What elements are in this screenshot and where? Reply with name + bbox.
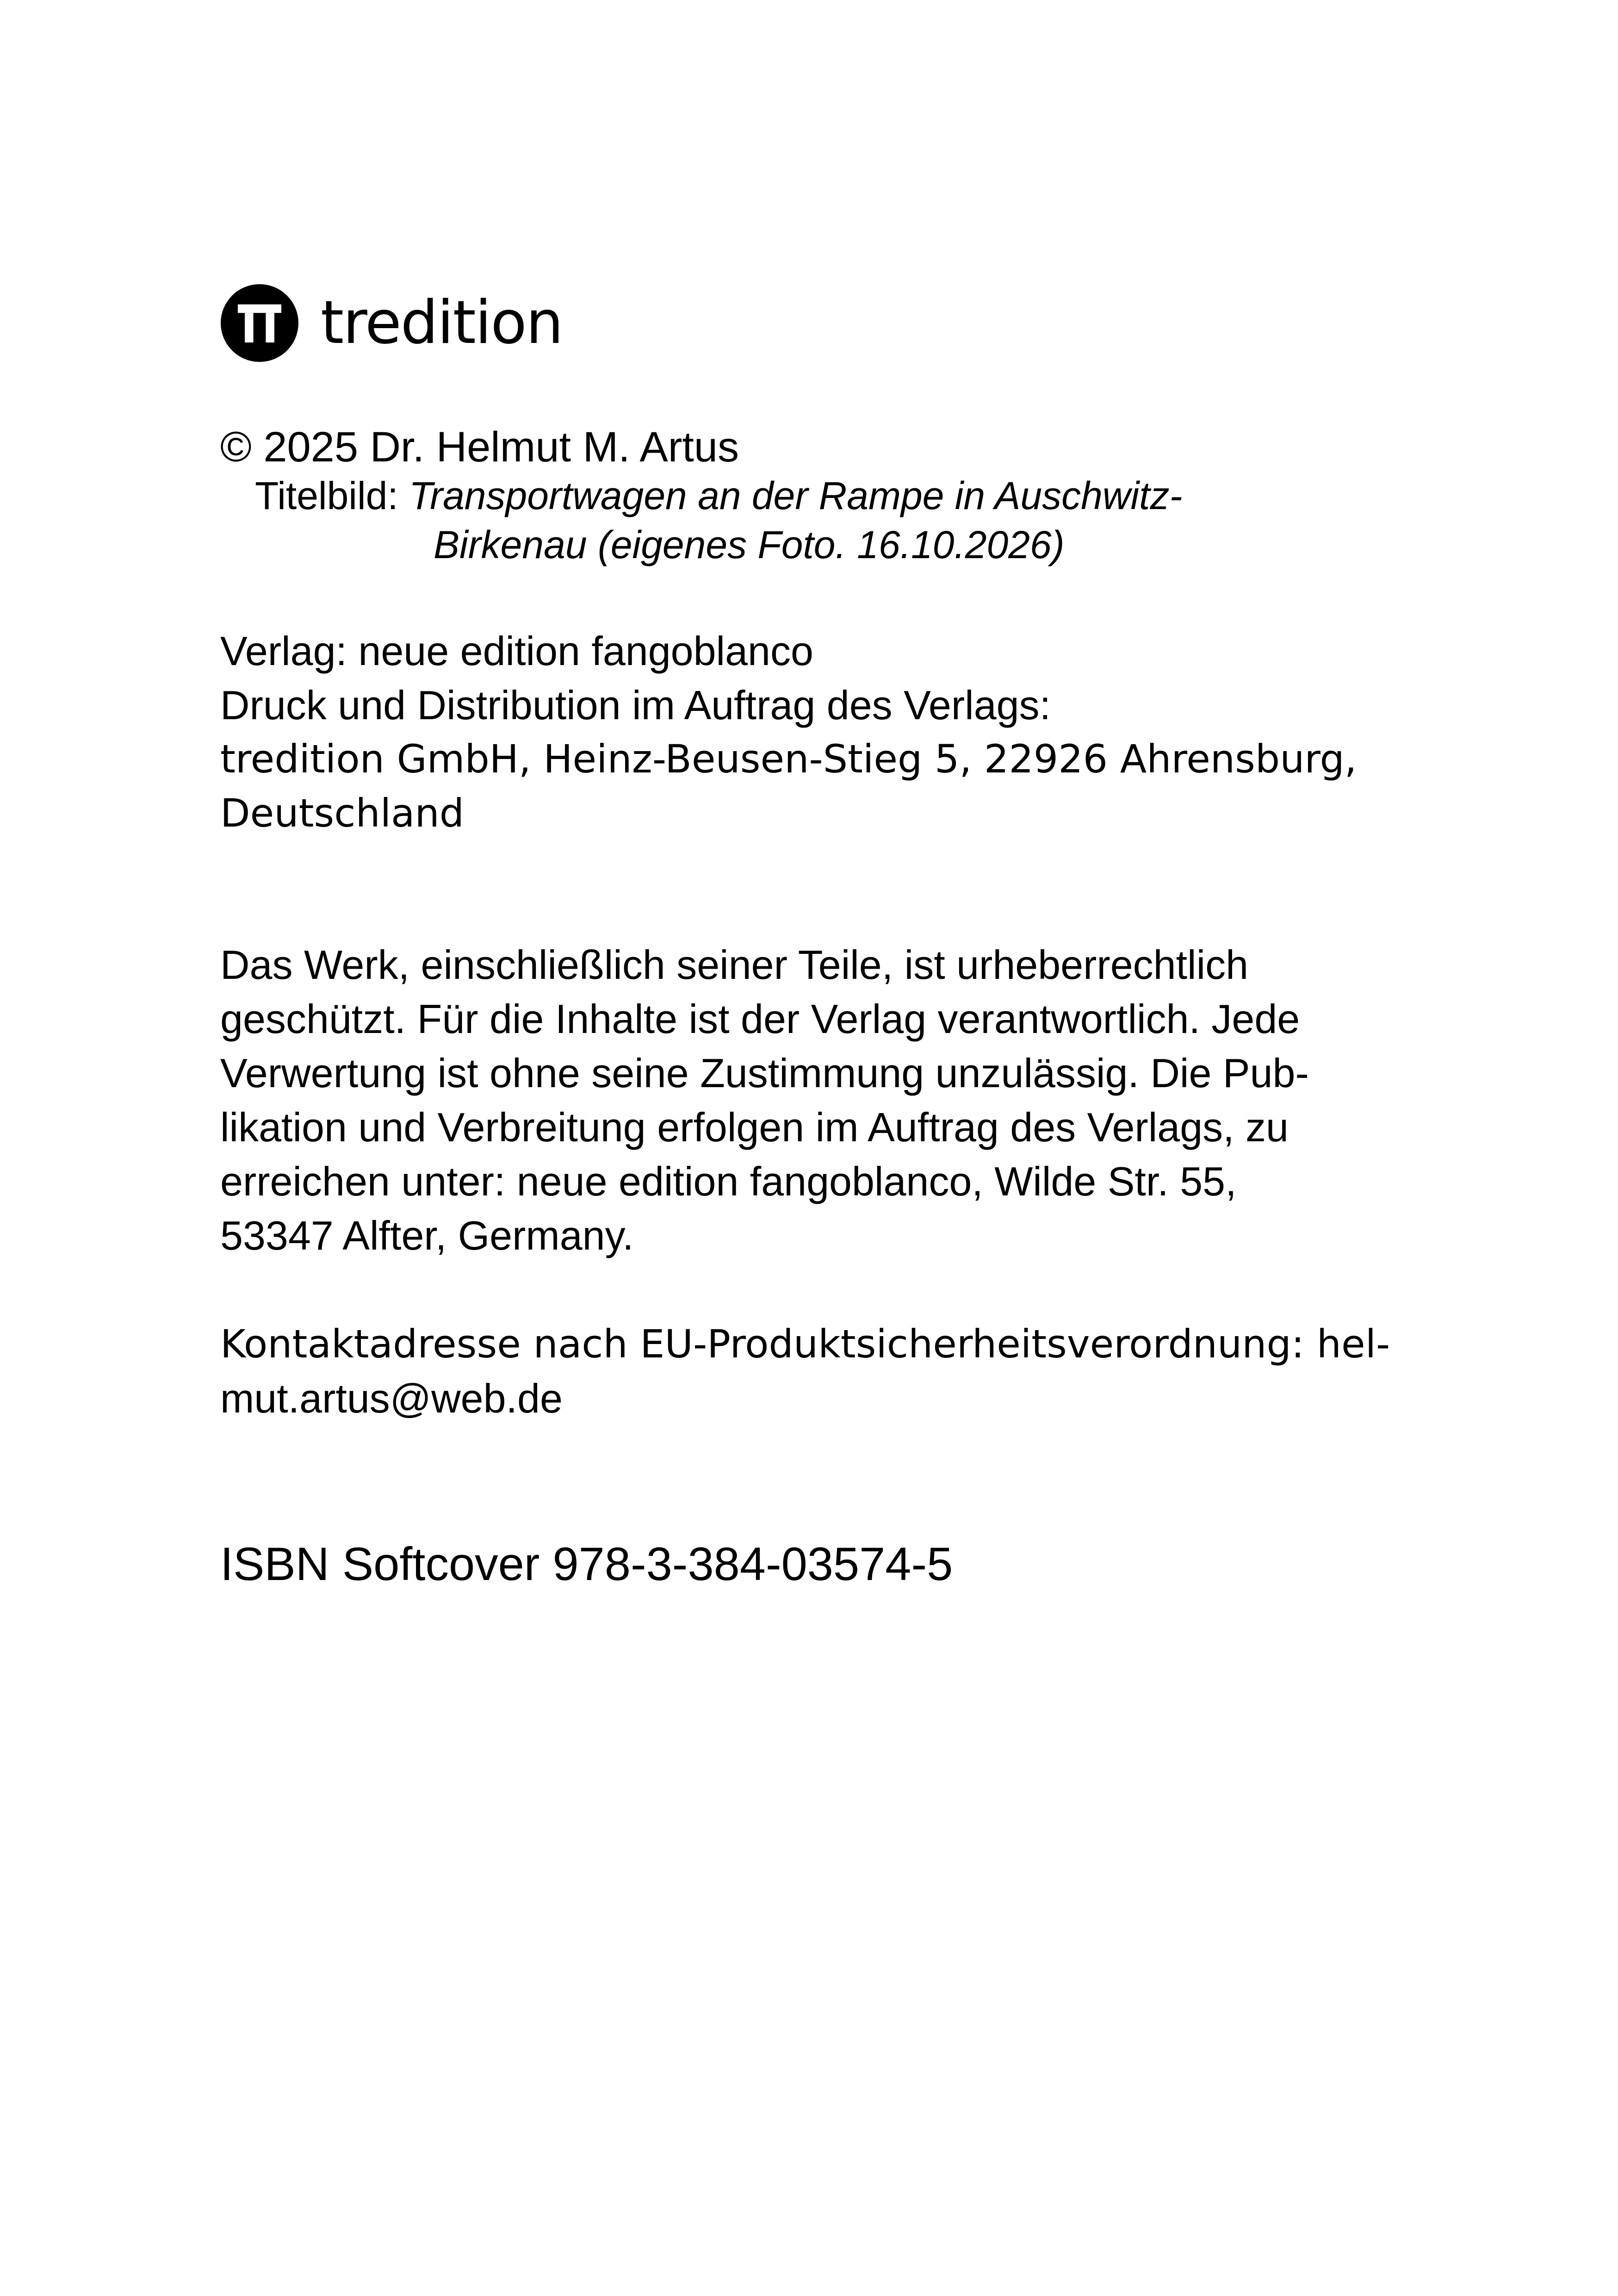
rights-line: erreichen unter: neue edition fangoblanco, Wilde Str. 55, bbox=[220, 1158, 1237, 1204]
copyright-block bbox=[220, 419, 1405, 475]
tredition-logo bbox=[221, 282, 563, 363]
rights-line: 53347 Alfter, Germany. bbox=[220, 1213, 634, 1258]
rights-line: likation und Verbreitung erfolgen im Auftrag des Verlags, zu bbox=[220, 1104, 1289, 1150]
distribution-line: Druck und Distribution im Auftrag des Verlags: bbox=[220, 682, 1051, 728]
cover-description-line-2: Birkenau (eigenes Foto. 16.10.2026) bbox=[434, 523, 1065, 566]
distributor-address-line-1: tredition GmbH, Heinz-Beusen-Stieg 5, 22926 Ahrensburg, bbox=[220, 736, 1357, 782]
publisher-line: Verlag: neue edition fangoblanco bbox=[220, 628, 813, 674]
rights-line: Verwertung ist ohne seine Zustimmung unzulässig. Die Pub- bbox=[220, 1050, 1309, 1096]
isbn-block bbox=[220, 1534, 1405, 1594]
cover-label: Titelbild: bbox=[255, 474, 398, 517]
tredition-logo-icon bbox=[221, 284, 298, 362]
isbn-line: ISBN Softcover 978-3-384-03574-5 bbox=[220, 1538, 953, 1590]
rights-notice bbox=[220, 938, 1405, 1263]
contact-line-1: Kontaktadresse nach EU-Produktsicherheitsverordnung: hel- bbox=[220, 1321, 1390, 1367]
publisher-block bbox=[220, 624, 1405, 840]
cover-description-line-1: Transportwagen an der Rampe in Auschwitz- bbox=[409, 474, 1183, 517]
rights-line: geschützt. Für die Inhalte ist der Verlag verantwortlich. Jede bbox=[220, 996, 1300, 1042]
contact-line-2: mut.artus@web.de bbox=[220, 1375, 563, 1421]
copyright-line: © 2025 Dr. Helmut M. Artus bbox=[220, 423, 739, 471]
cover-image-credit bbox=[255, 471, 1182, 569]
distributor-address-line-2: Deutschland bbox=[220, 790, 465, 836]
logo-brand-name: tredition bbox=[321, 288, 563, 357]
rights-line: Das Werk, einschließlich seiner Teile, ist urheberrechtlich bbox=[220, 942, 1249, 988]
contact-block bbox=[220, 1317, 1405, 1425]
